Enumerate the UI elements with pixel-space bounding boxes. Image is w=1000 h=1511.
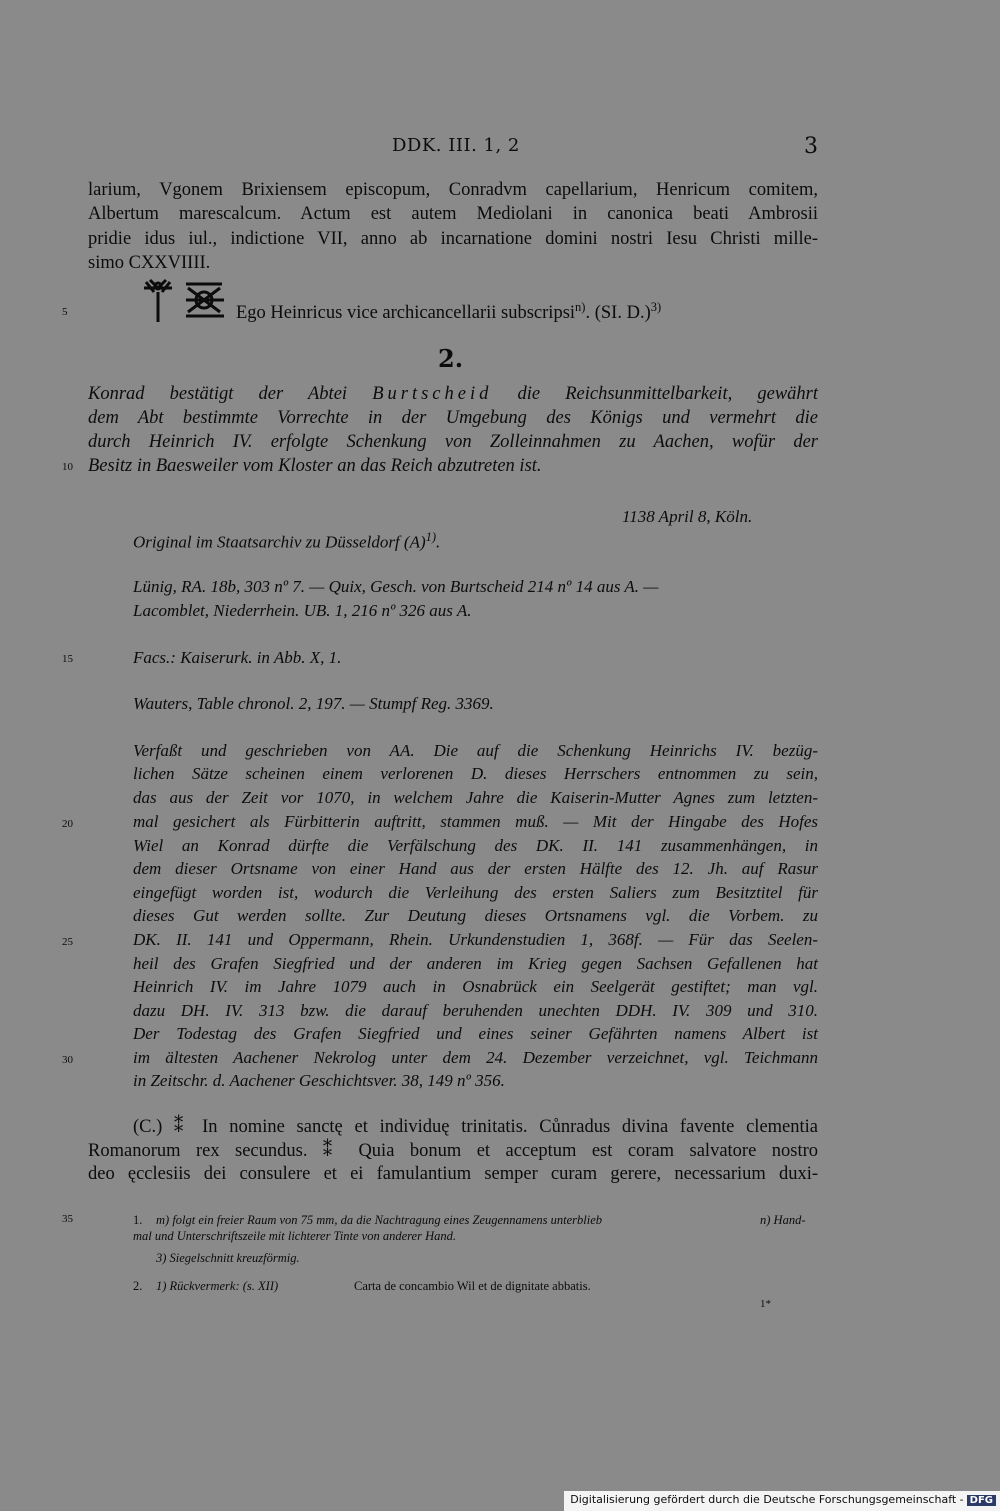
regest-line: Besitz in Baesweiler vom Kloster an das Reich abzutreten ist. — [88, 456, 542, 476]
line-number: 20 — [62, 818, 73, 830]
footnote-number: 2. — [133, 1279, 143, 1293]
line-number: 35 — [62, 1213, 73, 1225]
digitization-footer — [564, 1491, 1000, 1511]
line-number: 10 — [62, 461, 73, 473]
footnote-text: 3) Siegelschnitt kreuzförmig. — [156, 1251, 300, 1265]
footnote-text: m) folgt ein freier Raum von 75 mm, da die Nachtragung eines Zeugennamens unterblieb — [156, 1213, 602, 1227]
editions-line: Lünig, RA. 18b, 303 nº 7. — Quix, Gesch. von Burtscheid 214 nº 14 aus A. — — [133, 577, 659, 596]
editions-line: Lacomblet, Niederrhein. UB. 1, 216 nº 326 aus A. — [133, 601, 472, 620]
date-place: 1138 April 8, Köln. — [622, 507, 753, 526]
footnote-text: 1) Rückvermerk: (s. XII) — [156, 1279, 279, 1293]
line-number: 5 — [62, 306, 68, 318]
running-title: DDK. III. 1, 2 — [392, 135, 520, 156]
commentary-line: Verfaßt und geschrieben von AA. Die auf die Schenkung Heinrichs IV. bezüg- — [133, 741, 818, 760]
footer-text: Digitalisierung gefördert durch die Deutsche Forschungsgemeinschaft - — [570, 1493, 964, 1506]
charter-line: deo ęcclesiis dei consulere et ei famulantium semper curam gerere, necessarium duxi- — [88, 1164, 818, 1184]
regest-line: dem Abt bestimmte Vorrechte in der Umgebung des Königs und vermehrt die — [88, 408, 818, 428]
commentary-line: in Zeitschr. d. Aachener Geschichtsver. 38, 149 nº 356. — [133, 1071, 505, 1090]
facsimile-line: Facs.: Kaiserurk. in Abb. X, 1. — [133, 648, 342, 667]
document-number: 2. — [438, 344, 464, 373]
text-line: simo CXXVIIII. — [88, 253, 211, 273]
commentary-line: Heinrich IV. im Jahre 1079 auch in Osnabrück ein Seelgerät gestiftet; man vgl. — [133, 977, 818, 996]
subscription-line: Ego Heinricus vice archicancellarii subscripsi$^{n)}$. (SI. D.)$^{3)}$ — [236, 300, 662, 324]
commentary-line: dieses Gut werden sollte. Zur Deutung dieses Ortsnamens vgl. die Vorbem. zu — [133, 906, 818, 925]
regest-line: Konrad bestätigt der Abtei Burtscheid die Reichsunmittelbarkeit, gewährt — [88, 384, 818, 404]
commentary-line: DK. II. 141 und Oppermann, Rhein. Urkundenstudien 1, 368f. — Für das Seelen- — [133, 930, 818, 949]
commentary-line: dazu DH. IV. 313 bzw. die darauf beruhenden unechten DDH. IV. 309 und 310. — [133, 1001, 818, 1020]
monogram-icon — [140, 278, 232, 328]
line-number: 25 — [62, 936, 73, 948]
footnote-text: mal und Unterschriftszeile mit lichterer Tinte von anderer Hand. — [133, 1229, 456, 1243]
commentary-line: dem dieser Ortsname von einer Hand aus der ersten Hälfte des 12. Jh. auf Rasur — [133, 859, 818, 878]
text-line: larium, Vgonem Brixiensem episcopum, Conradvm capellarium, Henricum comitem, — [88, 180, 818, 200]
commentary-line: mal gesichert als Fürbitterin auftritt, stammen muß. — Mit der Hingabe des Hofes — [133, 812, 818, 831]
line-number: 30 — [62, 1054, 73, 1066]
regesta-line: Wauters, Table chronol. 2, 197. — Stumpf Reg. 3369. — [133, 694, 494, 713]
page-number: 3 — [804, 134, 818, 159]
footnote-number: 1. — [133, 1213, 143, 1227]
charter-line: Romanorum rex secundus. ⁑ Quia bonum et acceptum est coram salvatore nostro — [88, 1141, 818, 1161]
commentary-line: Der Todestag des Grafen Siegfried und eines seiner Gefährten namens Albert ist — [133, 1024, 818, 1043]
commentary-line: Wiel an Konrad dürfte die Verfälschung des DK. II. 141 zusammenhängen, in — [133, 836, 818, 855]
signature-mark: 1* — [760, 1298, 771, 1310]
commentary-line: das aus der Zeit vor 1070, in welchem Jahre die Kaiserin-Mutter Agnes zum letzten- — [133, 788, 818, 807]
commentary-line: im ältesten Aachener Nekrolog unter dem 24. Dezember verzeichnet, vgl. Teichmann — [133, 1048, 818, 1067]
line-number: 15 — [62, 653, 73, 665]
text-line: Albertum marescalcum. Actum est autem Mediolani in canonica beati Ambrosii — [88, 204, 818, 224]
charter-line: (C.) ⁑ In nomine sanctę et individuę trinitatis. Cůnradus divina favente clementia — [133, 1117, 818, 1137]
commentary-line: lichen Sätze scheinen einem verlorenen D. dieses Herrschers entnommen zu sein, — [133, 764, 818, 783]
text-line: pridie idus iul., indictione VII, anno ab incarnatione domini nostri Iesu Christi mille- — [88, 229, 818, 249]
footnote-text: Carta de concambio Wil et de dignitate abbatis. — [354, 1279, 591, 1293]
tradition-line: Original im Staatsarchiv zu Düsseldorf $(A)^{1)}$. — [133, 530, 441, 552]
dfg-logo: DFG — [967, 1495, 996, 1506]
footnote-text: n) Hand- — [760, 1213, 806, 1227]
commentary-line: eingefügt worden ist, wodurch die Verleihung des ersten Saliers zum Besitztitel für — [133, 883, 818, 902]
commentary-line: heil des Grafen Siegfried und der anderen im Krieg gegen Sachsen Gefallenen hat — [133, 954, 818, 973]
regest-line: durch Heinrich IV. erfolgte Schenkung von Zolleinnahmen zu Aachen, wofür der — [88, 432, 818, 452]
